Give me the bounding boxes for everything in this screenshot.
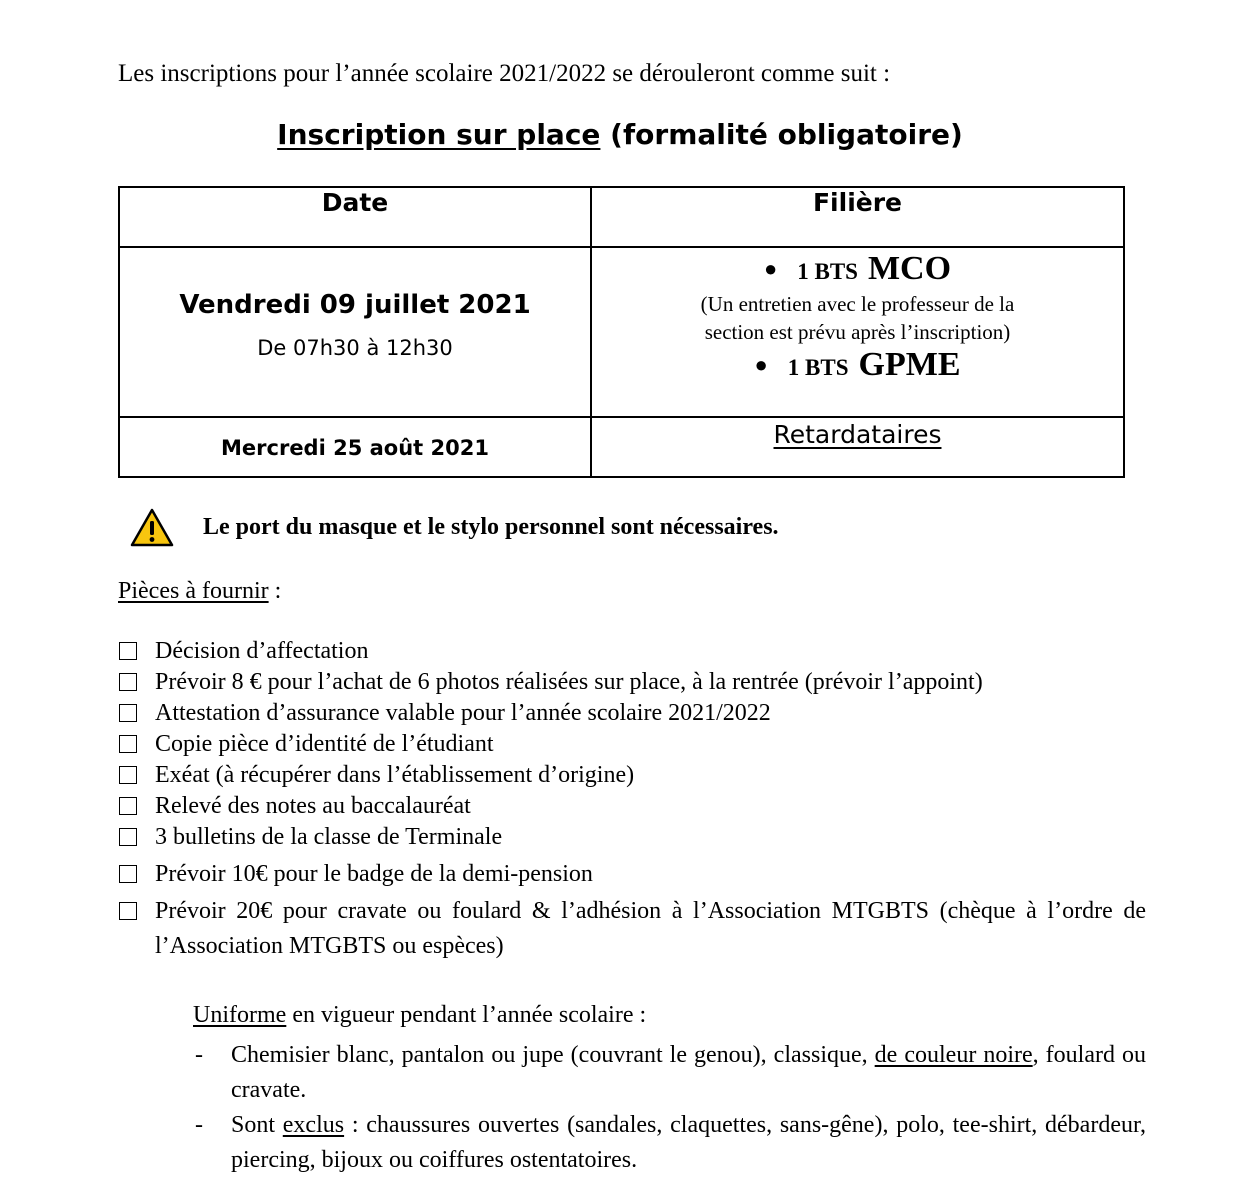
item-text: , foulard ou cravate. [231, 1042, 1147, 1103]
bullet-gpme [592, 346, 1123, 384]
warning-text: Le port du masque et le stylo personnel sont nécessaires. [203, 514, 779, 540]
checkbox[interactable] [119, 735, 137, 753]
header-filiere: Filière [591, 187, 1124, 247]
filiere-cell [591, 417, 1124, 477]
checklist-label: Prévoir 20€ pour cravate ou foulard & l’adhésion à l’Association MTGBTS (chèque à l’ordre de l’Association MTGBTS ou espèces) [155, 898, 1146, 959]
note-line: section est prévu après l’inscription) [704, 320, 1011, 344]
checklist-item [118, 636, 1146, 667]
table-row [119, 247, 1124, 417]
uniform-list [193, 1038, 1146, 1178]
checklist-label: Relevé des notes au baccalauréat [155, 793, 471, 819]
checkbox[interactable] [119, 828, 137, 846]
bullet-mco [592, 250, 1123, 288]
checkbox[interactable] [119, 797, 137, 815]
checkbox[interactable] [119, 704, 137, 722]
checkbox[interactable] [119, 865, 137, 883]
checkbox[interactable] [119, 673, 137, 691]
item-underlined: exclus [282, 1112, 345, 1138]
table-header-row [119, 187, 1124, 247]
bts-name: MCO [867, 250, 952, 287]
checkbox[interactable] [119, 902, 137, 920]
bullet-prefix: 1 BTS [787, 355, 849, 380]
time-range: De 07h30 à 12h30 [257, 336, 453, 360]
checklist-label: 3 bulletins de la classe de Terminale [155, 824, 503, 850]
bullet-prefix: 1 BTS [797, 259, 858, 284]
checkbox[interactable] [119, 642, 137, 660]
warning-triangle-icon [130, 508, 174, 548]
pieces-checklist [118, 636, 1146, 964]
list-item [193, 1108, 1146, 1178]
checklist-label: Décision d’affectation [155, 638, 369, 664]
date-late: Mercredi 25 août 2021 [221, 436, 489, 460]
checklist-item [118, 894, 1146, 964]
checklist-item [118, 859, 1146, 890]
item-text: Chemisier blanc, pantalon ou jupe (couvrant le genou), classique, [231, 1042, 875, 1068]
item-text: : chaussures ouvertes (sandales, claquettes, sans-gêne), polo, tee-shirt, débardeur, piercing, bijoux ou coiffures ostentatoires. [231, 1112, 1147, 1173]
schedule-table [118, 186, 1125, 478]
pieces-colon: : [268, 578, 282, 604]
late-label: Retardataires [773, 420, 942, 449]
pieces-heading-label: Pièces à fournir [118, 578, 269, 604]
checklist-item [118, 698, 1146, 729]
uniform-heading [193, 1002, 646, 1029]
header-date: Date [119, 187, 591, 247]
list-item [193, 1038, 1146, 1108]
checklist-item [118, 729, 1146, 760]
date-cell [119, 417, 591, 477]
checklist-item [118, 760, 1146, 791]
date-cell [119, 247, 591, 417]
bts-name: GPME [858, 346, 961, 383]
bullet-icon: ● [754, 352, 768, 377]
item-underlined: de couleur noire [874, 1042, 1033, 1068]
date-main: Vendredi 09 juillet 2021 [179, 290, 531, 320]
title-underlined: Inscription sur place [277, 118, 601, 151]
note-line: (Un entretien avec le professeur de la [700, 292, 1015, 316]
checkbox[interactable] [119, 766, 137, 784]
checklist-label: Attestation d’assurance valable pour l’année scolaire 2021/2022 [155, 700, 771, 726]
uniform-heading-label: Uniforme [193, 1002, 287, 1028]
checklist-item [118, 822, 1146, 853]
checklist-label: Exéat (à récupérer dans l’établissement d’origine) [155, 762, 635, 788]
page-title [0, 118, 1240, 151]
table-row [119, 417, 1124, 477]
checklist-item [118, 791, 1146, 822]
dash-marker: - [195, 1042, 203, 1068]
filiere-cell [591, 247, 1124, 417]
checklist-label: Prévoir 10€ pour le badge de la demi-pension [155, 861, 593, 887]
pieces-heading [118, 578, 281, 605]
item-text: Sont [231, 1112, 283, 1138]
dash-marker: - [195, 1112, 203, 1138]
checklist-label: Copie pièce d’identité de l’étudiant [155, 731, 494, 757]
bullet-icon: ● [763, 256, 778, 281]
title-rest: (formalité obligatoire) [610, 118, 963, 151]
intro-text: Les inscriptions pour l’année scolaire 2021/2022 se dérouleront comme suit : [118, 60, 891, 87]
checklist-label: Prévoir 8 € pour l’achat de 6 photos réalisées sur place, à la rentrée (prévoir l’appoint) [155, 669, 983, 695]
uniform-heading-rest: en vigueur pendant l’année scolaire : [286, 1002, 647, 1028]
checklist-item [118, 667, 1146, 698]
